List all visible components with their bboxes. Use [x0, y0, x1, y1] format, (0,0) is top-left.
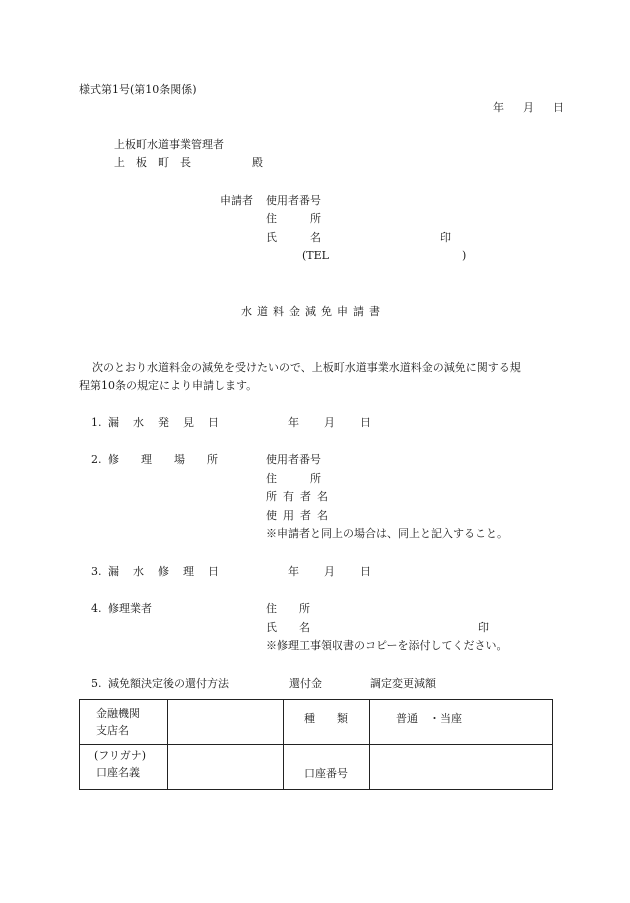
- account-name-label-cell: [80, 745, 168, 790]
- item5-option-refund: 還付金: [289, 677, 322, 690]
- recipient-line2: 上 板 町 長: [114, 156, 191, 169]
- item2-note: ※申請者と同上の場合は、同上と記入すること。: [266, 527, 508, 540]
- item4-seal: 印: [478, 621, 489, 634]
- item2-number: 2.: [91, 453, 102, 466]
- bank-label-cell: [80, 700, 168, 745]
- bank-label: 金融機関: [96, 707, 140, 720]
- item5-number: 5.: [91, 677, 102, 690]
- account-name-field[interactable]: [168, 745, 284, 790]
- item3-month: 月: [324, 565, 335, 578]
- type-label-cell: [284, 700, 370, 745]
- account-type-field[interactable]: [370, 700, 553, 745]
- branch-label: 支店名: [96, 724, 129, 737]
- item3-day: 日: [360, 565, 371, 578]
- item4-name-label: 氏 名: [266, 621, 310, 634]
- applicant-seal: 印: [440, 231, 451, 244]
- applicant-label: 申請者: [220, 194, 253, 207]
- bank-name-field[interactable]: [168, 700, 284, 745]
- item3-number: 3.: [91, 565, 102, 578]
- recipient-honorific: 殿: [252, 156, 263, 169]
- date-line: 年 月 日: [493, 101, 568, 114]
- item3-label: 漏水修理日: [108, 565, 233, 578]
- item2-address-label: 住 所: [266, 472, 321, 485]
- item2-user-number-label: 使用者番号: [266, 453, 321, 466]
- form-number: 様式第1号(第10条関係): [79, 83, 197, 96]
- item1-month: 月: [324, 416, 335, 429]
- furigana-label: (フリガナ): [94, 749, 147, 762]
- applicant-name-label: 氏 名: [266, 231, 321, 244]
- account-number-label-cell: [284, 745, 370, 790]
- applicant-address-label: 住 所: [266, 212, 321, 225]
- account-number-field[interactable]: [370, 745, 553, 790]
- item4-label: 修理業者: [108, 602, 152, 615]
- body-line2: 程第10条の規定により申請します。: [79, 379, 258, 392]
- item4-note: ※修理工事領収書のコピーを添付してください。: [266, 639, 508, 652]
- body-line1: 次のとおり水道料金の減免を受けたいので、上板町水道事業水道料金の減免に関する規: [92, 361, 521, 374]
- item2-owner-name-label: 所有者名: [266, 490, 334, 503]
- applicant-tel-close: ): [462, 249, 467, 262]
- item5-option-adjustment: 調定変更減額: [370, 677, 436, 690]
- item4-address-label: 住 所: [266, 602, 310, 615]
- item5-label: 減免額決定後の還付方法: [108, 677, 229, 690]
- item2-label: 修理場所: [108, 453, 240, 466]
- item3-year: 年: [288, 565, 299, 578]
- item1-label: 漏水発見日: [108, 416, 233, 429]
- item4-number: 4.: [91, 602, 102, 615]
- page-title: 水道料金減免申請書: [241, 305, 385, 318]
- item1-day: 日: [360, 416, 371, 429]
- account-type-options: 普通 ・当座: [396, 712, 462, 725]
- item1-year: 年: [288, 416, 299, 429]
- item1-number: 1.: [91, 416, 102, 429]
- account-name-label: 口座名義: [96, 766, 140, 779]
- account-number-label: 口座番号: [304, 767, 348, 780]
- bank-account-table: [79, 699, 553, 790]
- recipient-line1: 上板町水道事業管理者: [114, 138, 224, 151]
- applicant-tel-open: (TEL: [302, 249, 329, 262]
- type-label: 種 類: [304, 712, 348, 725]
- item2-user-name-label: 使用者名: [266, 509, 334, 522]
- applicant-user-number-label: 使用者番号: [266, 194, 321, 207]
